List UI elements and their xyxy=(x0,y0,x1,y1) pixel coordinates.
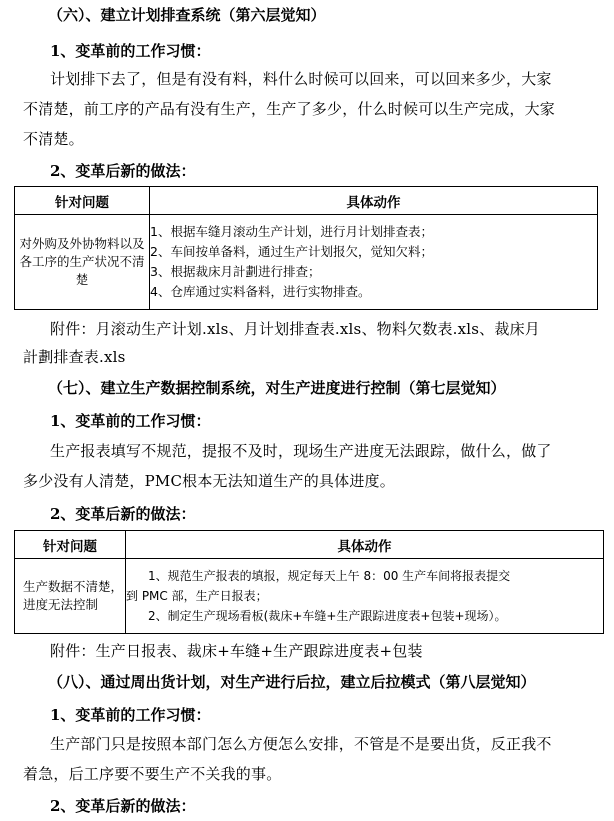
section-7-after-heading: 2、变革后新的做法： xyxy=(50,505,196,523)
table-header-issue: 针对问题 xyxy=(15,187,150,215)
section-6-before-heading: 1、变革前的工作习惯： xyxy=(50,42,211,60)
table-row xyxy=(15,215,598,310)
action-item: 1、根据车缝月滚动生产计划，进行月计划排查表； xyxy=(150,224,433,239)
section-6-before-text-line-3: 不清楚。 xyxy=(23,130,84,148)
section-8-before-text-line-2: 着急，后工序要不要生产不关我的事。 xyxy=(23,765,282,783)
section-6-before-text-line-1: 计划排下去了，但是有没有料，料什么时候可以回来，可以回来多少，大家 xyxy=(50,70,552,88)
table-header-action: 具体动作 xyxy=(150,187,598,215)
action-cell xyxy=(150,215,598,310)
table-header-issue: 针对问题 xyxy=(15,531,126,559)
section-8-before-text-line-1: 生产部门只是按照本部门怎么方便怎么安排，不管是不是要出货，反正我不 xyxy=(50,735,552,753)
section-8-title: （八）、通过周出货计划，对生产进行后拉，建立后拉模式（第八层觉知） xyxy=(48,673,536,691)
section-6-before-text-line-2: 不清楚，前工序的产品有没有生产，生产了多少，什么时候可以生产完成，大家 xyxy=(23,100,556,118)
table-header-row xyxy=(15,531,604,559)
action-item: 2、车间按单备料，通过生产计划报欠，觉知欠料； xyxy=(150,244,433,259)
section-7-before-text-line-1: 生产报表填写不规范，提报不及时，现场生产进度无法跟踪，做什么，做了 xyxy=(50,442,552,460)
section-6-after-heading: 2、变革后新的做法： xyxy=(50,162,196,180)
section-6-title: （六）、建立计划排查系统（第六层觉知） xyxy=(48,6,326,24)
section-7-title: （七）、建立生产数据控制系统，对生产进度进行控制（第七层觉知） xyxy=(48,379,506,397)
section-7-action-table xyxy=(14,530,604,634)
issue-cell: 对外购及外协物料以及各工序的生产状况不清楚 xyxy=(15,215,150,310)
table-header-action: 具体动作 xyxy=(126,531,604,559)
action-item: 3、根据裁床月計劃进行排查； xyxy=(150,264,321,279)
section-7-before-heading: 1、变革前的工作习惯： xyxy=(50,412,211,430)
section-6-action-table xyxy=(14,186,598,310)
action-item: 2、制定生产现场看板(裁床+车缝+生产跟踪进度表+包装+现场）。 xyxy=(148,609,507,623)
section-8-before-heading: 1、变革前的工作习惯： xyxy=(50,706,211,724)
action-item: 1、规范生产报表的填报，规定每天上午 8：00 生产车间将报表提交 xyxy=(148,569,511,583)
action-item-continuation: 到 PMC 部，生产日报表； xyxy=(126,589,268,603)
table-header-row xyxy=(15,187,598,215)
section-7-attachment: 附件：生产日报表、裁床+车缝+生产跟踪进度表+包装 xyxy=(50,642,423,660)
section-7-before-text-line-2: 多少没有人清楚，PMC根本无法知道生产的具体进度。 xyxy=(23,472,395,490)
issue-cell: 生产数据不清楚，进度无法控制 xyxy=(15,559,126,634)
section-6-attachment-line-1: 附件：月滚动生产计划.xls、月计划排查表.xls、物料欠数表.xls、裁床月 xyxy=(50,320,540,338)
action-item: 4、仓库通过实料备料，进行实物排查。 xyxy=(150,284,371,299)
action-cell xyxy=(126,559,604,634)
section-6-attachment-line-2: 計劃排查表.xls xyxy=(23,348,126,366)
table-row xyxy=(15,559,604,634)
section-8-after-heading: 2、变革后新的做法： xyxy=(50,797,196,815)
